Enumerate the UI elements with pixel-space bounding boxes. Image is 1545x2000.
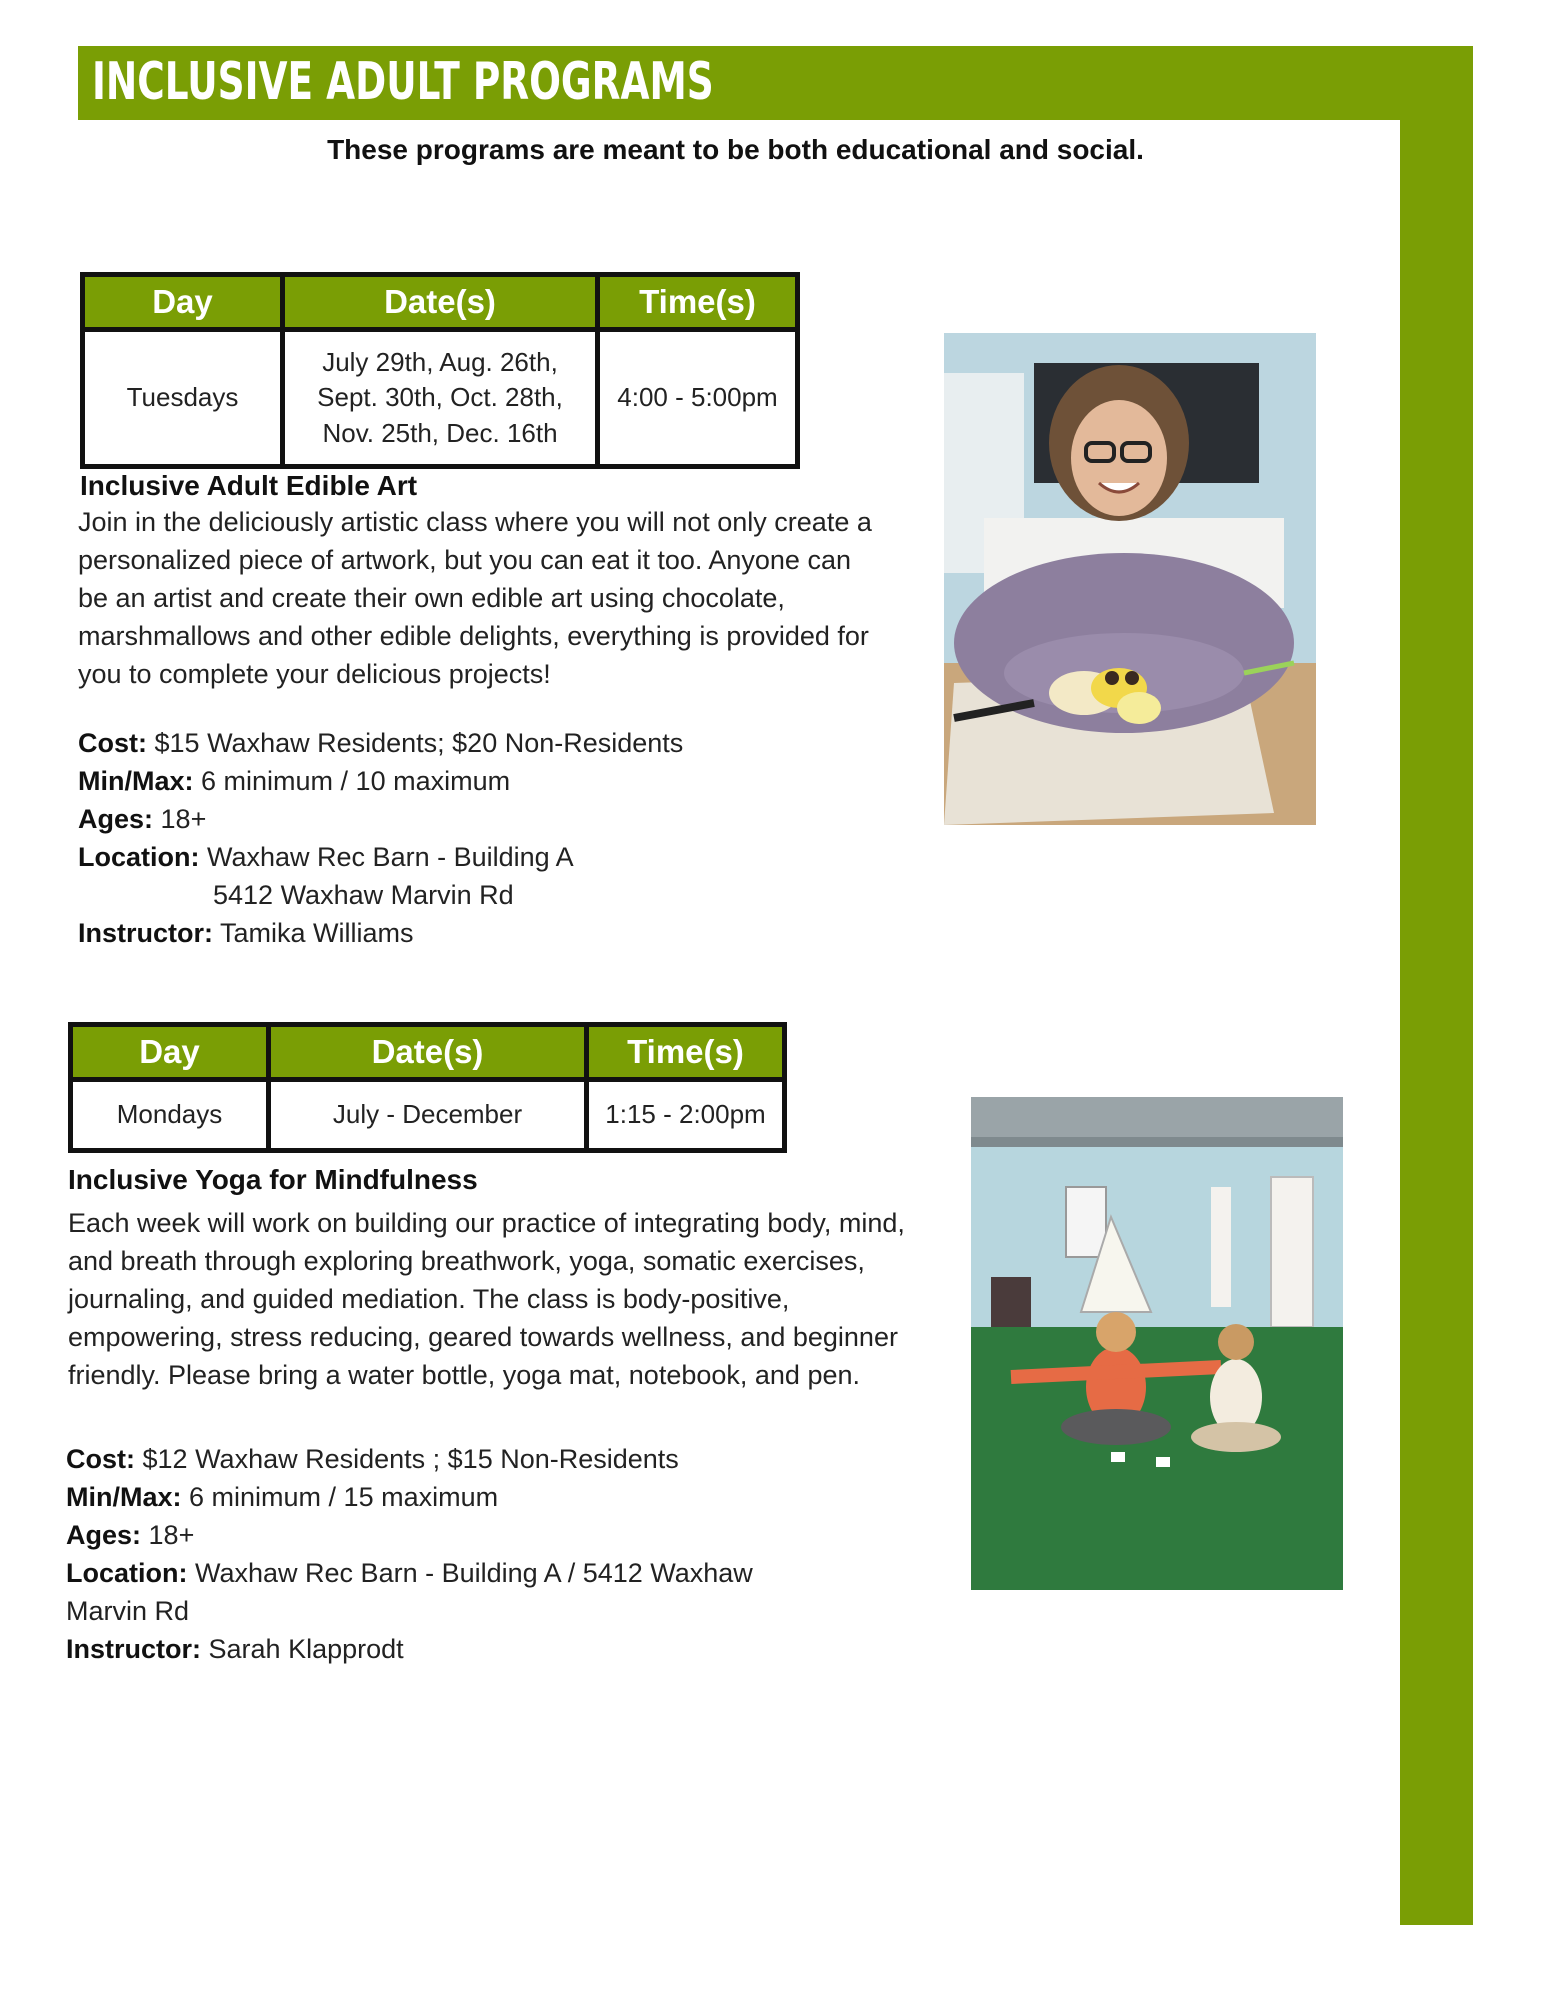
side-accent-bar <box>1400 120 1473 1925</box>
schedule-table-yoga <box>68 1022 787 1153</box>
schedule-header-row <box>83 275 798 330</box>
program-description-yoga: Each week will work on building our practice of integrating body, mind, and breath through exploring breathwork, yoga, somatic exercises, journaling, and guided mediation. The class is body-positive, empowering, stress reducing, geared towards wellness, and beginner friendly. Please bring a water bottle, yoga mat, notebook, and pen. <box>68 1208 905 1390</box>
date-line: Nov. 25th, Dec. 16th <box>322 417 558 448</box>
header-times: Time(s) <box>598 275 798 330</box>
schedule-row <box>83 330 798 467</box>
minmax-row: Min/Max: 6 minimum / 15 maximum <box>66 1482 499 1512</box>
schedule-dates <box>283 330 598 467</box>
yoga-photo-illustration <box>971 1097 1343 1590</box>
instructor-row: Instructor: Tamika Williams <box>78 918 414 948</box>
program-description-edible-art: Join in the deliciously artistic class where you will not only create a personalized piece of artwork, but you can eat it too. Anyone can be an artist and create their own edible art using chocolate, marshmallows and other edible delights, everything is provided for you to complete your delicious projects! <box>78 507 872 689</box>
header-dates: Date(s) <box>269 1025 587 1080</box>
schedule-dates: July - December <box>269 1080 587 1151</box>
instructor-row: Instructor: Sarah Klapprodt <box>66 1634 404 1664</box>
header-banner <box>78 46 1473 120</box>
header-dates: Date(s) <box>283 275 598 330</box>
ages-row: Ages: 18+ <box>78 804 207 834</box>
schedule-table-edible-art <box>80 272 800 469</box>
program-details-yoga <box>66 1440 753 1668</box>
minmax-value: 6 minimum / 10 maximum <box>201 766 511 796</box>
location-value: Waxhaw Rec Barn - Building A / 5412 Waxhaw <box>195 1558 753 1588</box>
location-value: Waxhaw Rec Barn - Building A <box>207 842 574 872</box>
cost-row: Cost: $12 Waxhaw Residents ; $15 Non-Residents <box>66 1444 679 1474</box>
instructor-value: Tamika Williams <box>220 918 414 948</box>
schedule-day: Mondays <box>71 1080 269 1151</box>
minmax-row: Min/Max: 6 minimum / 10 maximum <box>78 766 511 796</box>
page-title: INCLUSIVE ADULT PROGRAMS <box>92 52 714 112</box>
program-title-edible-art: Inclusive Adult Edible Art <box>80 470 418 501</box>
edible-art-photo <box>944 333 1316 825</box>
header-times: Time(s) <box>587 1025 785 1080</box>
instructor-value: Sarah Klapprodt <box>208 1634 404 1664</box>
schedule-day: Tuesdays <box>83 330 283 467</box>
location-row: Location: Waxhaw Rec Barn - Building A / 5412 Waxhaw <box>66 1558 753 1588</box>
program-details-edible-art <box>78 724 683 952</box>
schedule-time: 4:00 - 5:00pm <box>598 330 798 467</box>
location-address: 5412 Waxhaw Marvin Rd <box>213 880 514 910</box>
schedule-row <box>71 1080 785 1151</box>
location-address: Marvin Rd <box>66 1596 190 1626</box>
date-line: July 29th, Aug. 26th, <box>322 347 558 378</box>
header-day: Day <box>71 1025 269 1080</box>
date-line: Sept. 30th, Oct. 28th, <box>317 382 563 413</box>
ages-row: Ages: 18+ <box>66 1520 195 1550</box>
schedule-time: 1:15 - 2:00pm <box>587 1080 785 1151</box>
header-day: Day <box>83 275 283 330</box>
program-title-yoga: Inclusive Yoga for Mindfulness <box>68 1164 478 1195</box>
yoga-photo <box>971 1097 1343 1590</box>
location-row: Location: Waxhaw Rec Barn - Building A <box>78 842 574 872</box>
cost-value: $15 Waxhaw Residents; $20 Non-Residents <box>154 728 684 758</box>
page-subtitle: These programs are meant to be both educational and social. <box>327 134 1144 165</box>
minmax-value: 6 minimum / 15 maximum <box>189 1482 499 1512</box>
ages-value: 18+ <box>160 804 207 834</box>
cost-row: Cost: $15 Waxhaw Residents; $20 Non-Residents <box>78 728 684 758</box>
schedule-header-row <box>71 1025 785 1080</box>
cost-value: $12 Waxhaw Residents ; $15 Non-Residents <box>142 1444 679 1474</box>
ages-value: 18+ <box>148 1520 195 1550</box>
edible-art-photo-illustration <box>944 333 1316 825</box>
